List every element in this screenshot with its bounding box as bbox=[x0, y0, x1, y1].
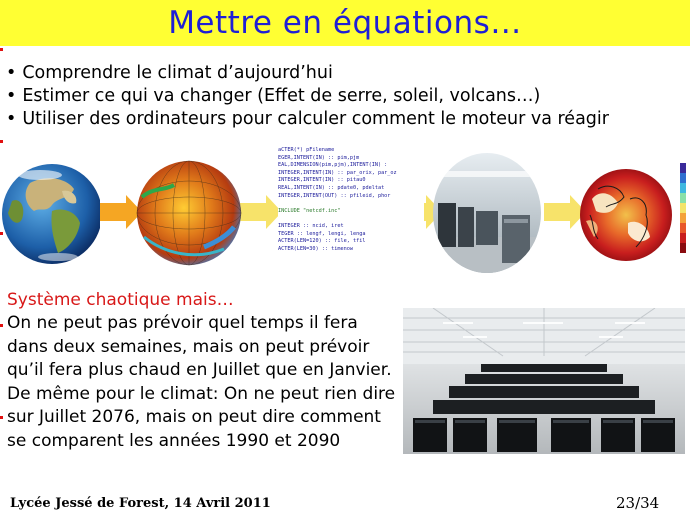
supercomputer-hall-icon bbox=[403, 308, 685, 454]
chaos-body bbox=[7, 312, 399, 453]
code-line: ACTER(LEN=30) :: timenow bbox=[278, 245, 353, 252]
fortran-code-icon bbox=[278, 147, 424, 279]
code-line: INTEGER,INTENT(OUT) :: pfileid, phor bbox=[278, 192, 391, 199]
code-line: INCLUDE "netcdf.inc" bbox=[278, 207, 341, 214]
bullet-item: • Estimer ce qui va changer (Effet de serre, soleil, volcans…) bbox=[6, 85, 686, 108]
chaos-paragraph: De même pour le climat: On ne peut rien dire sur Juillet 2076, mais on peut dire comment se comparent les années 1990 et 2090 bbox=[7, 383, 396, 451]
code-line: EGER,INTENT(IN) :: pim,pjm bbox=[278, 154, 360, 161]
title-bar bbox=[0, 0, 690, 46]
margin-tick bbox=[0, 416, 3, 419]
margin-tick bbox=[0, 324, 3, 327]
computer-room-icon bbox=[432, 151, 542, 275]
chaos-heading: Système chaotique mais… bbox=[7, 290, 234, 310]
code-line: ACTER(LEN=120) :: file, tfil bbox=[278, 238, 366, 245]
margin-tick bbox=[0, 48, 3, 51]
chaos-paragraph: On ne peut pas prévoir quel temps il fera dans deux semaines, mais on peut prévoir qu’il fera plus chaud en Juillet que en Janvier. bbox=[7, 313, 392, 380]
color-scale-bar bbox=[680, 163, 686, 253]
code-line: TEGER :: lengf, lengi, lenga bbox=[278, 230, 366, 237]
code-line: INTEGER :: ncid, iret bbox=[278, 222, 344, 229]
code-line: EAL,DIMENSION(pim,pjm),INTENT(IN) : bbox=[278, 162, 388, 169]
earth-globe-icon bbox=[0, 161, 100, 267]
margin-tick bbox=[0, 140, 3, 143]
bullet-item: • Utiliser des ordinateurs pour calculer comment le moteur va réagir bbox=[6, 108, 686, 131]
temperature-map-globe-icon bbox=[578, 159, 690, 271]
slide-title: Mettre en équations… bbox=[168, 5, 522, 41]
page-number: 23/34 bbox=[616, 494, 660, 512]
footer-venue-date: Lycée Jessé de Forest, 14 Avril 2011 bbox=[10, 496, 271, 511]
code-line: INTEGER,INTENT(IN) :: par_orix, par_oz bbox=[278, 169, 397, 176]
arrow-icon bbox=[238, 195, 282, 229]
modeling-pipeline bbox=[0, 145, 690, 285]
bullet-list bbox=[6, 62, 686, 131]
climate-model-grid-icon bbox=[134, 157, 244, 269]
code-line: REAL,INTENT(IN) :: pdate0, pdeltat bbox=[278, 184, 385, 191]
code-line bbox=[278, 200, 424, 208]
code-line: aCTER(*) pFilename bbox=[278, 147, 335, 153]
bullet-item: • Comprendre le climat d’aujourd’hui bbox=[6, 62, 686, 85]
code-line: INTEGER,INTENT(IN) :: pitau0 bbox=[278, 177, 366, 184]
code-line bbox=[278, 215, 424, 223]
